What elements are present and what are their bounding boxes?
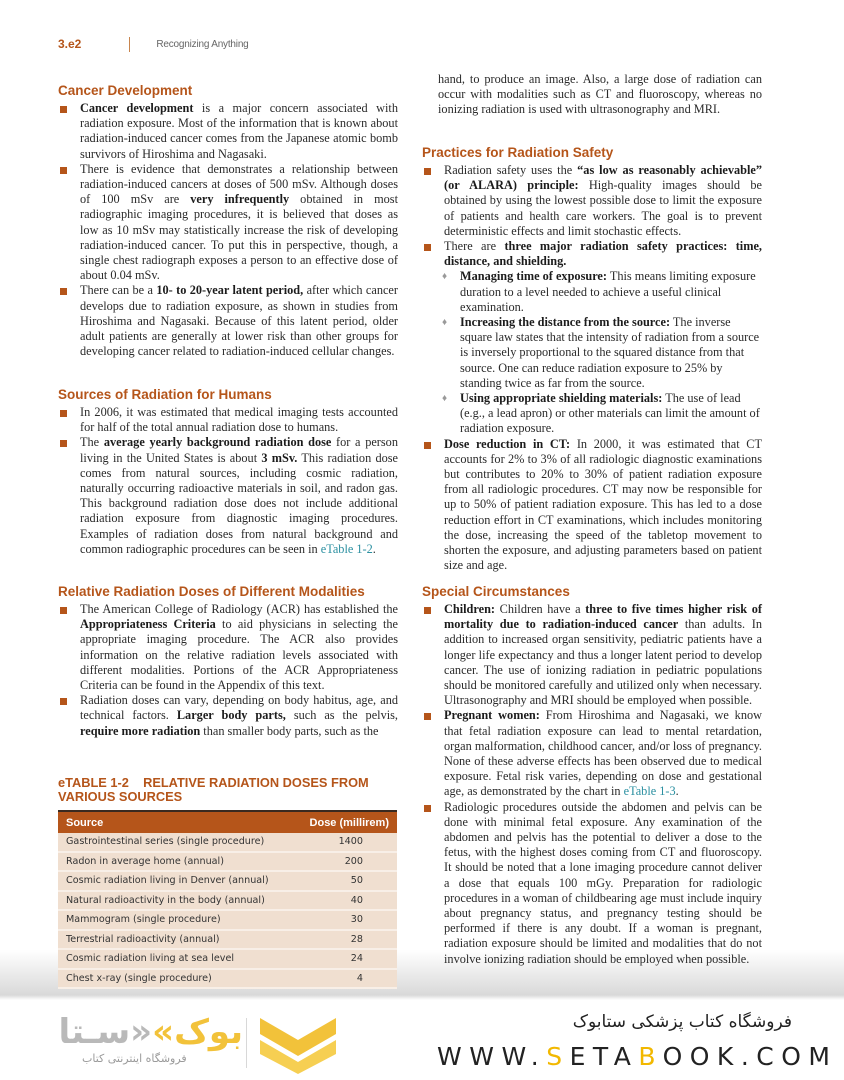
- heading-cancer-development: Cancer Development: [58, 83, 193, 98]
- page-number: 3.e2: [58, 37, 82, 51]
- list-item: Cancer development is a major concern associated with radiation exposure. Most of the information that is known about radiation-induced cancer comes from the Japanese atomic bomb survivors of Hiroshima and Nagasaki.: [58, 101, 398, 162]
- table-row: Cosmic radiation living in Denver (annual) 50: [58, 871, 397, 891]
- table-row: Radon in average home (annual) 200: [58, 852, 397, 872]
- store-name: فروشگاه کتاب پزشکی ستابوک: [572, 1012, 792, 1032]
- etable-1-2-link[interactable]: eTable 1-2: [320, 541, 373, 556]
- etable-1-3-link[interactable]: eTable 1-3: [623, 784, 676, 799]
- list-item: There is evidence that demonstrates a relationship between radiation-induced cancers at doses of 500 mSv. Although doses of 100 mSv are very infrequently obtained in most radiographic imaging procedures, it is believed that doses as low as 10 mSv may statistically increase the risk of developing radiation-induced cancer. To put this in perspective, though, a single chest radiograph exposes a person to an effective dose of about 0.04 mSv.: [58, 162, 398, 284]
- sub-list-item: ♦ Increasing the distance from the source: The inverse square law states that the intensity of radiation from a source is inversely proportional to the squared distance from that source. One can reduce radiation exposure to 25% by standing twice as far from the source.: [422, 315, 762, 391]
- chapter-title: Recognizing Anything: [156, 38, 249, 50]
- table-row: Cosmic radiation living at sea level 24: [58, 949, 397, 969]
- logo-wordmark: بوک»«سـتا: [58, 1012, 243, 1052]
- cancer-development-list: [58, 101, 398, 359]
- list-item: Radiation safety uses the “as low as reasonably achievable” (or ALARA) principle: High-quality images should be obtained by using the lowest possible dose to limit the exposure of patients and health care workers. The goal is to prevent deterministic effects and limit stochastic effects.: [422, 163, 762, 239]
- etable-1-2: [58, 810, 397, 989]
- etable-title: eTABLE 1-2 RELATIVE RADIATION DOSES FROM VARIOUS SOURCES: [58, 775, 373, 804]
- table-header-row: [58, 811, 397, 833]
- modalities-list: [58, 602, 398, 739]
- heading-relative-doses: Relative Radiation Doses of Different Modalities: [58, 584, 365, 599]
- running-head: [58, 36, 249, 52]
- column-header-dose: Dose (millirem): [294, 811, 397, 833]
- special-list: [422, 602, 762, 967]
- header-divider: [129, 37, 130, 52]
- table-row: Mammogram (single procedure) 30: [58, 910, 397, 930]
- store-watermark-footer: [0, 1000, 844, 1080]
- list-item: Radiation doses can vary, depending on body habitus, age, and technical factors. Larger body parts, such as the pelvis, require more radiation than smaller body parts, such as the: [58, 693, 398, 739]
- list-item: Radiologic procedures outside the abdomen and pelvis can be done with minimal fetal exposure. Any examination of the abdomen and pelvis has the potential to deliver a dose to the fetus, with the highest doses coming from CT and fluoroscopy. It should be noted that a lone imaging procedure cannot deliver a dose that equals 100 mGy. Preparation for radiologic procedures in a woman of childbearing age must include inquiry about pregnancy status, and pregnancy testing should be performed if there is any doubt. If a woman is pregnant, radiation exposure should be limited and modalities that do not involve ionizing radiation should be employed when possible.: [422, 800, 762, 967]
- column-header-source: Source: [58, 811, 294, 833]
- safety-list: [422, 163, 762, 573]
- list-item: Children: Children have a three to five times higher risk of mortality due to radiation-induced cancer than adults. In addition to increased organ sensitivity, pediatric patients have a longer life expectancy and thus a longer latent period to develop cancer. The use of ionizing radiation in pediatric populations should be monitored carefully and utilized only when necessary. Ultrasonography and MRI should be employed when possible.: [422, 602, 762, 708]
- chevron-logo-icon: [258, 1016, 338, 1074]
- logo-divider: [246, 1018, 247, 1068]
- table-row: Chest x-ray (single procedure) 4: [58, 969, 397, 989]
- heading-radiation-safety: Practices for Radiation Safety: [422, 145, 614, 160]
- sub-list-item: ♦ Using appropriate shielding materials: The use of lead (e.g., a lead apron) or other materials can limit the amount of radiation exposure.: [422, 391, 762, 437]
- list-item: There can be a 10- to 20-year latent period, after which cancer develops due to radiation exposure, as shown in studies from Hiroshima and Nagasaki. Because of this latent period, older adult patients are generally at lower risk than other groups for developing cancer related to radiation-induced cellular changes.: [58, 283, 398, 359]
- list-item: Dose reduction in CT: In 2000, it was estimated that CT accounts for 2% to 3% of all radiologic diagnostic examinations but contributes to 20% to 30% of patient radiation exposure from all radiologic procedures. CT may now be responsible for up to 50% of patient radiation exposure. This has led to a dose reduction effort in CT examinations, which includes monitoring the dose, increasing the speed of the tabletop movement to shorten the exposure, and adjusting parameters based on patient size and age.: [422, 437, 762, 574]
- continuation-paragraph: hand, to produce an image. Also, a large dose of radiation can occur with modalities such as CT and fluoroscopy, whereas no ionizing radiation is used with ultrasonography and MRI.: [438, 72, 762, 117]
- heading-sources-of-radiation: Sources of Radiation for Humans: [58, 387, 272, 402]
- setabook-logo: [58, 1012, 338, 1072]
- table-row: Natural radioactivity in the body (annual) 40: [58, 891, 397, 911]
- sources-list: [58, 405, 398, 557]
- table-row: Gastrointestinal series (single procedure) 1400: [58, 833, 397, 852]
- store-url[interactable]: WWW.SETABOOK.COM: [437, 1042, 838, 1071]
- sub-list-item: ♦ Managing time of exposure: This means limiting exposure duration to a level needed to achieve a useful clinical examination.: [422, 269, 762, 315]
- list-item: In 2006, it was estimated that medical imaging tests accounted for half of the total annual radiation dose to humans.: [58, 405, 398, 435]
- heading-special-circumstances: Special Circumstances: [422, 584, 570, 599]
- table-row: Terrestrial radioactivity (annual) 28: [58, 930, 397, 950]
- list-item: The average yearly background radiation dose for a person living in the United States is about 3 mSv. This radiation dose comes from natural sources, including cosmic radiation, naturally occurring radioactive materials in soil, and radon gas. This background radiation dose does not include additional radiation exposure from diagnostic imaging procedures. Examples of radiation doses from natural background and common radiographic procedures can be seen in eTable 1-2.: [58, 435, 398, 557]
- list-item: There are three major radiation safety practices: time, distance, and shielding.: [422, 239, 762, 269]
- logo-subtitle: فروشگاه اینترنتی کتاب: [82, 1052, 187, 1065]
- list-item: The American College of Radiology (ACR) has established the Appropriateness Criteria to aid physicians in selecting the appropriate imaging procedure. The ACR also provides information on the relative radiation levels associated with different modalities. Portions of the ACR Appropriateness Criteria can be found in the Appendix of this text.: [58, 602, 398, 693]
- list-item: Pregnant women: From Hiroshima and Nagasaki, we know that fetal radiation exposure can lead to mental retardation, organ malformation, childhood cancer, and/or loss of pregnancy. None of these adverse effects has been observed due to medical exposure. Fetal risk varies, depending on dose and gestational age, as demonstrated by the chart in eTable 1-3.: [422, 708, 762, 799]
